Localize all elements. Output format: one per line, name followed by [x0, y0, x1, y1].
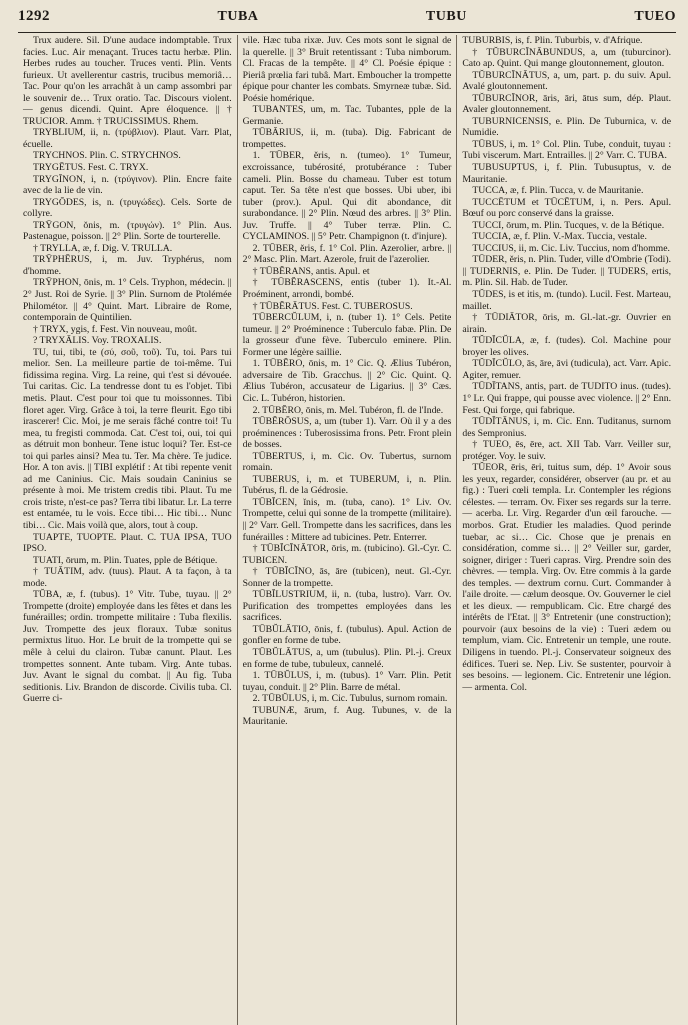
dictionary-entry: TUBERUS, i, m. et TUBERUM, i, n. Plin. Tubérus, fl. de la Gédrosie. [242, 473, 452, 497]
dictionary-entry: TUCCĒTUM et TŪCĒTUM, i, n. Pers. Apul. Bœuf ou porc conservé dans la graisse. [462, 196, 672, 220]
dictionary-entry: TRYCHNOS. Plin. C. STRYCHNOS. [33, 150, 181, 162]
dictionary-entry: TU, tui, tibi, te (σύ, σοῦ, τοῦ). Tu, toi. Pars tui melior. Sen. La meilleure partie de toi-même. Tui fidissima regina. Virg. La reine, qui t'est si dévouée. Tui caritas. Cic. La tendresse dont tu es l'objet. Tibi metis. Plaut. C'est pour toi que tu moissonnes. Tibi floret ager. Virg. Grâce à toi, la terre fleurit. Ego tibi irascerer! Cic. Moi, je me serais fâché contre toi! Tu mea, tu fregisti commoda. Cat. C'est toi, oui, toi qui as détruit mon bonheur. Tene istuc loqui? Ter. Est-ce toi qui parles ainsi? Mea tu. Ter. Ma chère. Te judice. Hor. A ton avis. || TIBI explétif : At tibi repente venit ad me Caninius. Cic. Mais soudain Caninius se présente à moi. Me tristem credis tibi. Plaut. Tu me crois triste, n'est-ce pas? Terra tibi libatur. Lr. La terre est entamée, tu le vois. Ecce tibi… Hic tibi… Nunc tibi… Cic. Mais voilà que, alors, tout à coup. [23, 346, 232, 531]
dictionary-entry: TRȲGON, ŏnis, m. (τρυγών). 1° Plin. Aus. Pastenague, poisson. || 2° Plin. Sorte de tourterelle. [23, 219, 232, 243]
dictionary-entry: TŪDĬTĀNUS, i, m. Cic. Enn. Tuditanus, surnom des Sempronius. [462, 416, 672, 439]
dictionary-entry: † TŪDIĀTOR, ōris, m. Gl.-lat.-gr. Ouvrier en airain. [462, 312, 672, 335]
dictionary-entry: † TRYLLA, æ, f. Dig. V. TRULLA. [33, 242, 173, 254]
dictionary-entry: TRȲPHĒRUS, i, m. Juv. Tryphérus, nom d'homme. [23, 254, 232, 277]
running-header [18, 8, 676, 33]
dictionary-entry: TUCCIA, æ, f. Plin. V.-Max. Tuccia, vestale. [472, 231, 647, 243]
dictionary-entry: TŬBURCĬNOR, āris, āri, ātus sum, dép. Plaut. Avaler gloutonnement. [462, 92, 672, 116]
dictionary-entry: TŬDES, is et itis, m. (tundo). Lucil. Fest. Marteau, maillet. [462, 289, 672, 312]
dictionary-entry: TŪBERTUS, i, m. Cic. Ov. Tubertus, surnom romain. [242, 450, 452, 474]
dictionary-entry: TŪBERCŬLUM, i, n. (tuber 1). 1° Cels. Petite tumeur. || 2° Proéminence : Tuberculo fabæ. Plin. De la grosseur d'une fève. Tuberculo eminere. Plin. Former une légère saillie. [242, 312, 452, 358]
dictionary-entry: TŪBĔRŌSUS, a, um (tuber 1). Varr. Où il y a des proéminences : Tuberosissima frons. Petr. Front plein de bosses. [242, 416, 452, 451]
dictionary-entry: TUBUSUPTUS, i, f. Plin. Tubusuptus, v. de Mauritanie. [462, 162, 672, 185]
dictionary-entry: TŬBURCĬNĀTUS, a, um, part. p. du suiv. Apul. Avalé gloutonnement. [462, 69, 672, 93]
dictionary-entry: 1. TŪBĔRO, ōnis, m. 1° Cic. Q. Ælius Tubéron, adversaire de Tib. Gracchus. || 2° Cic. Quint. Q. Ælius Tubéron, accusateur de Ligarius. || 3° Cæs. Cic. L. Tubéron, historien. [242, 358, 452, 404]
dictionary-entry: TŪDĪTANS, antis, part. de TUDITO inus. (tudes). 1° Lr. Qui frappe, qui pousse avec violence. || 2° Enn. Fest. Qui forge, qui fabrique. [462, 381, 672, 416]
dictionary-entry: TŪBĀRIUS, ii, m. (tuba). Dig. Fabricant de trompettes. [242, 127, 452, 150]
dictionary-entry: TŪBUS, i, m. 1° Col. Plin. Tube, conduit, tuyau : Tubi viscerum. Mart. Entrailles. || 2° Varr. C. TUBA. [462, 138, 672, 162]
dictionary-entry: TUCCI, ōrum, m. Plin. Tucques, v. de la Bétique. [472, 219, 665, 231]
dictionary-entry: TUATI, ōrum, m. Plin. Tuates, pple de Bétique. [33, 554, 218, 566]
column-left [18, 35, 238, 1025]
dictionary-entry: † TŪBĬCĬNO, ās, āre (tubicen), neut. Gl.-Cyr. Sonner de la trompette. [242, 566, 452, 589]
center-running-head: TUBU [425, 9, 467, 24]
dictionary-entry: TŪBŬLĀTIO, ōnis, f. (tubulus). Apul. Action de gonfler en forme de tube. [242, 623, 452, 647]
dictionary-entry: † TŪBĔRASCENS, entis (tuber 1). It.-Al. Proéminent, arrondi, bombé. [242, 277, 452, 301]
dictionary-entry: Trux audere. Sil. D'une audace indomptable. Trux facies. Luc. Air menaçant. Truces tactu herbæ. Plin. Herbes rudes au toucher. Truces venti. Plin. Vents furieux. Ut avellerentur castris, trucibus memoriâ… Tac. Pour qu'on les arrachât à un camp assombri par le souvenir de… Trux oratio. Tac. Discours violent. — genus dicendi. Quint. Apre éloquence. || † TRUCIOR. Amm. † TRUCISSIMUS. Rhem. [23, 35, 232, 127]
dictionary-entry: 1. TŪBER, ĕris, n. (tumeo). 1° Tumeur, excroissance, tubérosité, protubérance : Tuber cameli. Plin. Bosse du chameau. Tuber est totum caput. Ter. Sa tête n'est que bosses. Ubi uber, ibi tuber (prov.). Apul. Qui dit abondance, dit surabondance. || 2° Plin. Nœud des arbres. || 3° Plin. Juv. Truffe. || 4° Tuber terræ. Plin. C. CYCLAMINOS. || 5° Petr. Champignon (t. d'injure). [242, 150, 452, 243]
dictionary-entry: 2. TŪBER, ĕris, f. 1° Col. Plin. Azerolier, arbre. || 2° Masc. Plin. Mart. Azerole, fruit de l'azerolier. [242, 242, 452, 266]
page-number: 1292 [18, 8, 50, 24]
dictionary-entry: 2. TŪBŬLUS, i, m. Cic. Tubulus, surnom romain. [252, 693, 448, 705]
dictionary-entry: † TRYX, ygis, f. Fest. Vin nouveau, moût. [33, 323, 198, 335]
dictionary-entry: TŪBĬCEN, ĭnis, m. (tuba, cano). 1° Liv. Ov. Trompette, celui qui sonne de la trompette (militaire). || 2° Varr. Gell. Trompette dans les sacrifices, dans les funérailles : Mittere ad tubicines. Petr. Enterrer. [242, 496, 452, 543]
dictionary-entry: 1. TŪBŬLUS, i, m. (tubus). 1° Varr. Plin. Petit tuyau, conduit. || 2° Plin. Barre de métal. [242, 670, 452, 693]
dictionary-entry: † TŬBURCĬNĀBUNDUS, a, um (tuburcinor). Cato ap. Quint. Qui mange gloutonnement, glouton. [462, 46, 672, 70]
dictionary-entry: TUCCIUS, ii, m. Cic. Liv. Tuccius, nom d'homme. [472, 242, 670, 254]
dictionary-entry: TŬBA, æ, f. (tubus). 1° Vitr. Tube, tuyau. || 2° Trompette (droite) employée dans les fêtes et dans les funérailles; ordin. trompette militaire : Tuba flexilis. Juv. Trompette des jeux floraux. Tubæ sonitus permixtus lituo. Hor. Le bruit de la trompette qui se mêle à celui du clairon. Tubæ canunt. Plaut. Les trompettes sonnent. Ante tubam. Virg. Ante tubas. Juv. Avant le signal du combat. || Au fig. Tuba seditionis. Liv. Brandon de discorde. Civilis tuba. Cl. Guerre ci- [23, 589, 232, 705]
dictionary-entry: † TŪBĔRANS, antis. Apul. et [252, 265, 370, 277]
column-middle [238, 35, 458, 1025]
dictionary-entry: vile. Hæc tuba rixæ. Juv. Ces mots sont le signal de la querelle. || 3° Bruit retentissant : Tuba nimborum. Cl. Fracas de la tempête. || 4° Cl. Poésie épique : Pieriâ prœlia fari tubâ. Mart. Emboucher la trompette épique pour chanter les combats. Smyrneæ tubæ. Sid. Poésie homérique. [242, 35, 452, 104]
dictionary-entry: † TŪBĬCĬNĀTOR, ōris, m. (tubicino). Gl.-Cyr. C. TUBICEN. [242, 543, 452, 566]
column-right [457, 35, 676, 1025]
dictionary-entry: † TUĀTIM, adv. (tuus). Plaut. A ta façon, à ta mode. [23, 566, 232, 589]
dictionary-entry: † TUEO, ēs, ēre, act. XII Tab. Varr. Veiller sur, protéger. Voy. le suiv. [462, 439, 672, 462]
dictionary-entry: ? TRYXĀLIS. Voy. TROXALIS. [33, 335, 162, 347]
dictionary-entry: TUAPTE, TUOPTE. Plaut. C. TUA IPSA, TUO IPSO. [23, 531, 232, 555]
dictionary-entry: † TŪBĔRĀTUS. Fest. C. TUBEROSUS. [252, 300, 413, 312]
dictionary-entry: TŬDĬCŬLA, æ, f. (tudes). Col. Machine pour broyer les olives. [462, 335, 672, 358]
dictionary-entry: TRYBLIUM, ii, n. (τρύβλιον). Plaut. Varr. Plat, écuelle. [23, 127, 232, 150]
text-columns [18, 35, 676, 1025]
dictionary-entry: TUCCA, æ, f. Plin. Tucca, v. de Mauritanie. [472, 185, 644, 197]
dictionary-entry: TŬDĬCŬLO, ās, āre, āvi (tudicula), act. Varr. Apic. Agiter, remuer. [462, 358, 672, 381]
dictionary-entry: TRȲPHON, ōnis, m. 1° Cels. Tryphon, médecin. || 2° Just. Roi de Syrie. || 3° Plin. Surnom de Ptolémée Philométor. || 4° Quint. Mart. Libraire de Rome, contemporain de Quintilien. [23, 277, 232, 324]
dictionary-entry: TRYGĒTUS. Fest. C. TRYX. [33, 162, 149, 174]
dictionary-entry: TUBUNÆ, ārum, f. Aug. Tubunes, v. de la Mauritanie. [242, 704, 452, 728]
dictionary-entry: TUBURBIS, is, f. Plin. Tuburbis, v. d'Afrique. [462, 35, 643, 46]
right-running-head: TUEO [634, 9, 676, 24]
dictionary-entry: TŪBĬLUSTRIUM, ii, n. (tuba, lustro). Varr. Ov. Purification des trompettes employées dans les sacrifices. [242, 589, 452, 624]
dictionary-entry: TUBANTES, um, m. Tac. Tubantes, pple de la Germanie. [242, 104, 452, 127]
left-running-head: TUBA [217, 9, 259, 24]
dictionary-entry: TŪDER, ĕris, n. Plin. Tuder, ville d'Ombrie (Todi). || TUDERNIS, e. Plin. De Tuder. || TUDERS, ertis, m. Plin. Sil. Hab. de Tuder. [462, 254, 672, 289]
dictionary-entry: TRYGŌDES, is, n. (τρυγώδες). Cels. Sorte de collyre. [23, 196, 232, 220]
dictionary-entry: TUBURNICENSIS, e. Plin. De Tuburnica, v. de Numidie. [462, 115, 672, 139]
dictionary-entry: TRYGĪNON, i, n. (τρύγινον). Plin. Encre faite avec de la lie de vin. [23, 173, 232, 197]
dictionary-entry: 2. TŪBĔRO, ōnis, m. Mel. Tubéron, fl. de l'Inde. [252, 404, 444, 416]
dictionary-entry: TŪBŬLĀTUS, a, um (tubulus). Plin. Pl.-j. Creux en forme de tube, tubuleux, cannelé. [242, 646, 452, 670]
dictionary-entry: TŬEOR, ēris, ēri, tuitus sum, dép. 1° Avoir sous les yeux, regarder, considérer, observer (au pr. et au fig.) : Tueri cœli templa. Lr. Contempler les régions célestes. — terram. Ov. Fixer ses regards sur la terre. — acerba. Lr. Virg. Regarder d'un œil farouche. — morbos. Grat. Etudier les maladies. Quod perinde tuebar, ac si… Cic. Chose que je prenais en considération, comme si… || 2° Veiller sur, garder, soigner, diriger : Tueri capras. Virg. Prendre soin des chèvres. — templa. Virg. Ov. Etre commis à la garde des temples. — dextrum cornu. Curt. Commander à l'aile droite. — cælum deosque. Ov. Gouverner le ciel et les dieux. — rempublicam. Cic. Etre chargé des intérêts de l'Etat. || 3° Entretenir (une construction); pourvoir (aux besoins de la vie) : Tueri ædem ou templum, viam. Cic. Entretenir un temple, une route. Diligens in tuendo. Pl.-j. Conservateur soigneux des édifices. Tueri se. Nep. Liv. Se sustenter, pourvoir à ses besoins. — legionem. Cic. Entretenir une légion. — armenta. Col. [462, 462, 672, 693]
